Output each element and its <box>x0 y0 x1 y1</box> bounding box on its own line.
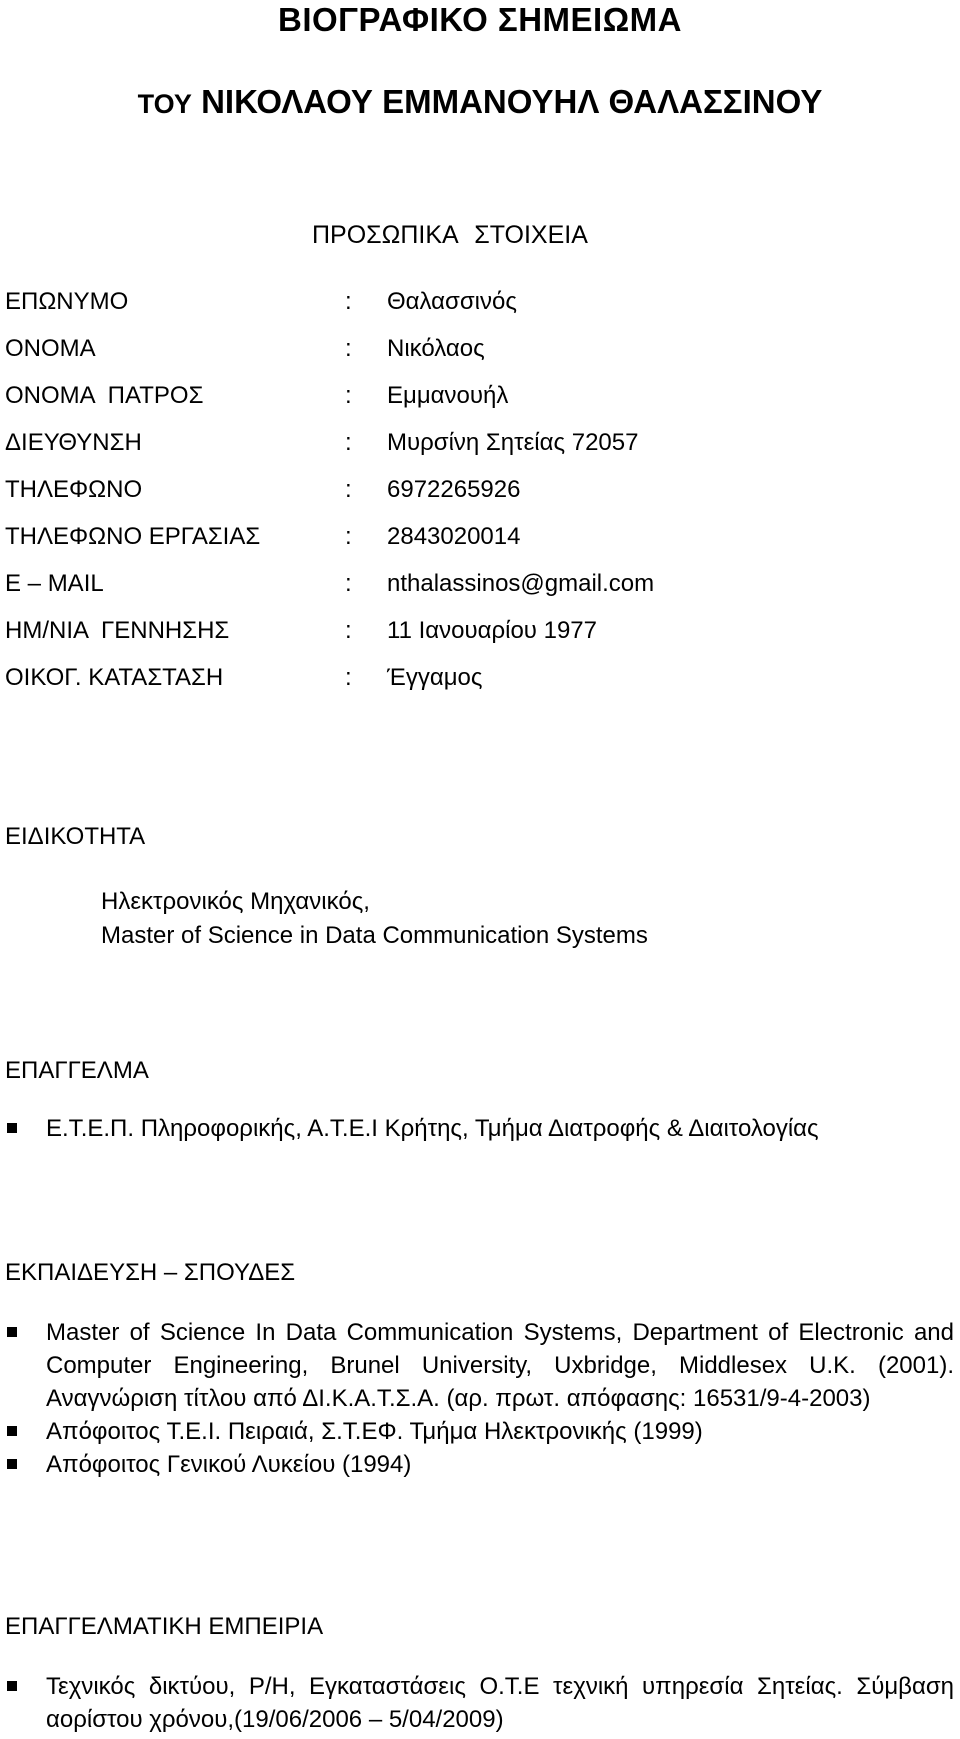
info-colon: : <box>345 664 352 691</box>
info-row-name <box>5 334 955 381</box>
info-row-email <box>5 569 955 616</box>
info-row-work-phone <box>5 522 955 569</box>
list-item <box>0 1670 960 1736</box>
info-colon: : <box>345 335 352 362</box>
info-row-address <box>5 428 955 475</box>
subtitle-prefix: ΤΟΥ <box>137 89 192 119</box>
info-value: 2843020014 <box>387 523 521 550</box>
education-heading: ΕΚΠΑΙΔΕΥΣΗ – ΣΠΟΥΔΕΣ <box>5 1259 296 1286</box>
list-item <box>0 1448 960 1481</box>
info-value: 6972265926 <box>387 476 521 503</box>
list-item-text: Ε.Τ.Ε.Π. Πληροφορικής, Α.Τ.Ε.Ι Κρήτης, Τμήμα Διατροφής & Διαιτολογίας <box>46 1115 819 1142</box>
info-row-birthdate <box>5 616 955 663</box>
info-value: Μυρσίνη Σητείας 72057 <box>387 429 639 456</box>
info-value: nthalassinos@gmail.com <box>387 570 655 597</box>
info-value: Έγγαμος <box>387 664 483 691</box>
document-subtitle <box>0 82 960 124</box>
info-colon: : <box>345 288 352 315</box>
personal-info-table <box>5 287 955 710</box>
specialty-line: Ηλεκτρονικός Μηχανικός, <box>101 888 370 915</box>
bullet-square-icon <box>7 1426 17 1436</box>
info-label: ΟΙΚΟΓ. ΚΑΤΑΣΤΑΣΗ <box>5 664 224 691</box>
bullet-square-icon <box>7 1327 17 1337</box>
list-item <box>0 1112 960 1145</box>
info-value: Εμμανουήλ <box>387 382 509 409</box>
info-colon: : <box>345 429 352 456</box>
info-row-marital-status <box>5 663 955 710</box>
profession-heading: ΕΠΑΓΓΕΛΜΑ <box>5 1057 149 1084</box>
info-row-father-name <box>5 381 955 428</box>
specialty-line: Master of Science in Data Communication Systems <box>101 922 648 949</box>
info-colon: : <box>345 382 352 409</box>
info-label: ΔΙΕΥΘΥΝΣΗ <box>5 429 142 456</box>
personal-info-heading: ΠΡΟΣΩΠΙΚΑ ΣΤΟΙΧΕΙΑ <box>312 221 588 249</box>
subtitle-name: ΝΙΚΟΛΑΟΥ ΕΜΜΑΝΟΥΗΛ ΘΑΛΑΣΣΙΝΟΥ <box>201 83 823 120</box>
info-value: Νικόλαος <box>387 335 485 362</box>
info-value: Θαλασσινός <box>387 288 517 315</box>
list-item-text: Τεχνικός δικτύου, Ρ/Η, Εγκαταστάσεις Ο.Τ.Ε τεχνική υπηρεσία Σητείας. Σύμβαση αορίστου χρόνου,(19/06/2006 – 5/04/2009) <box>46 1673 954 1733</box>
info-label: ΗΜ/ΝΙΑ ΓΕΝΝΗΣΗΣ <box>5 617 230 644</box>
info-label: ΤΗΛΕΦΩΝΟ <box>5 476 143 503</box>
info-colon: : <box>345 617 352 644</box>
info-value: 11 Ιανουαρίου 1977 <box>387 617 597 644</box>
document-title: ΒΙΟΓΡΑΦΙΚΟ ΣΗΜΕΙΩΜΑ <box>277 1 682 38</box>
info-label: Ε – MAIL <box>5 570 104 597</box>
list-item-text: Master of Science In Data Communication Systems, Department of Electronic and Computer Engineering, Brunel University, Uxbridge, Middlesex U.K. (2001). Αναγνώριση τίτλου από ΔΙ.Κ.Α.Τ.Σ.Α. (αρ. πρωτ. απόφασης: 16531/9-4-2003) <box>46 1319 954 1412</box>
experience-heading: ΕΠΑΓΓΕΛΜΑΤΙΚΗ ΕΜΠΕΙΡΙΑ <box>5 1613 324 1640</box>
info-colon: : <box>345 523 352 550</box>
info-colon: : <box>345 570 352 597</box>
specialty-lines <box>101 885 648 953</box>
experience-list <box>0 1670 960 1736</box>
list-item <box>0 1415 960 1448</box>
info-label: ΟΝΟΜΑ ΠΑΤΡΟΣ <box>5 382 204 409</box>
list-item-text: Απόφοιτος Γενικού Λυκείου (1994) <box>46 1451 412 1478</box>
info-colon: : <box>345 476 352 503</box>
info-label: ΤΗΛΕΦΩΝΟ ΕΡΓΑΣΙΑΣ <box>5 523 261 550</box>
info-row-surname <box>5 287 955 334</box>
info-label: ΟΝΟΜΑ <box>5 335 96 362</box>
bullet-square-icon <box>7 1459 17 1469</box>
info-label: ΕΠΩΝΥΜΟ <box>5 288 129 315</box>
education-list <box>0 1316 960 1481</box>
specialty-heading: ΕΙΔΙΚΟΤΗΤΑ <box>5 823 146 850</box>
bullet-square-icon <box>7 1123 17 1133</box>
bullet-square-icon <box>7 1681 17 1691</box>
info-row-phone <box>5 475 955 522</box>
list-item-text: Απόφοιτος Τ.Ε.Ι. Πειραιά, Σ.Τ.ΕΦ. Τμήμα Ηλεκτρονικής (1999) <box>46 1418 703 1445</box>
profession-list <box>0 1112 960 1145</box>
list-item <box>0 1316 960 1415</box>
